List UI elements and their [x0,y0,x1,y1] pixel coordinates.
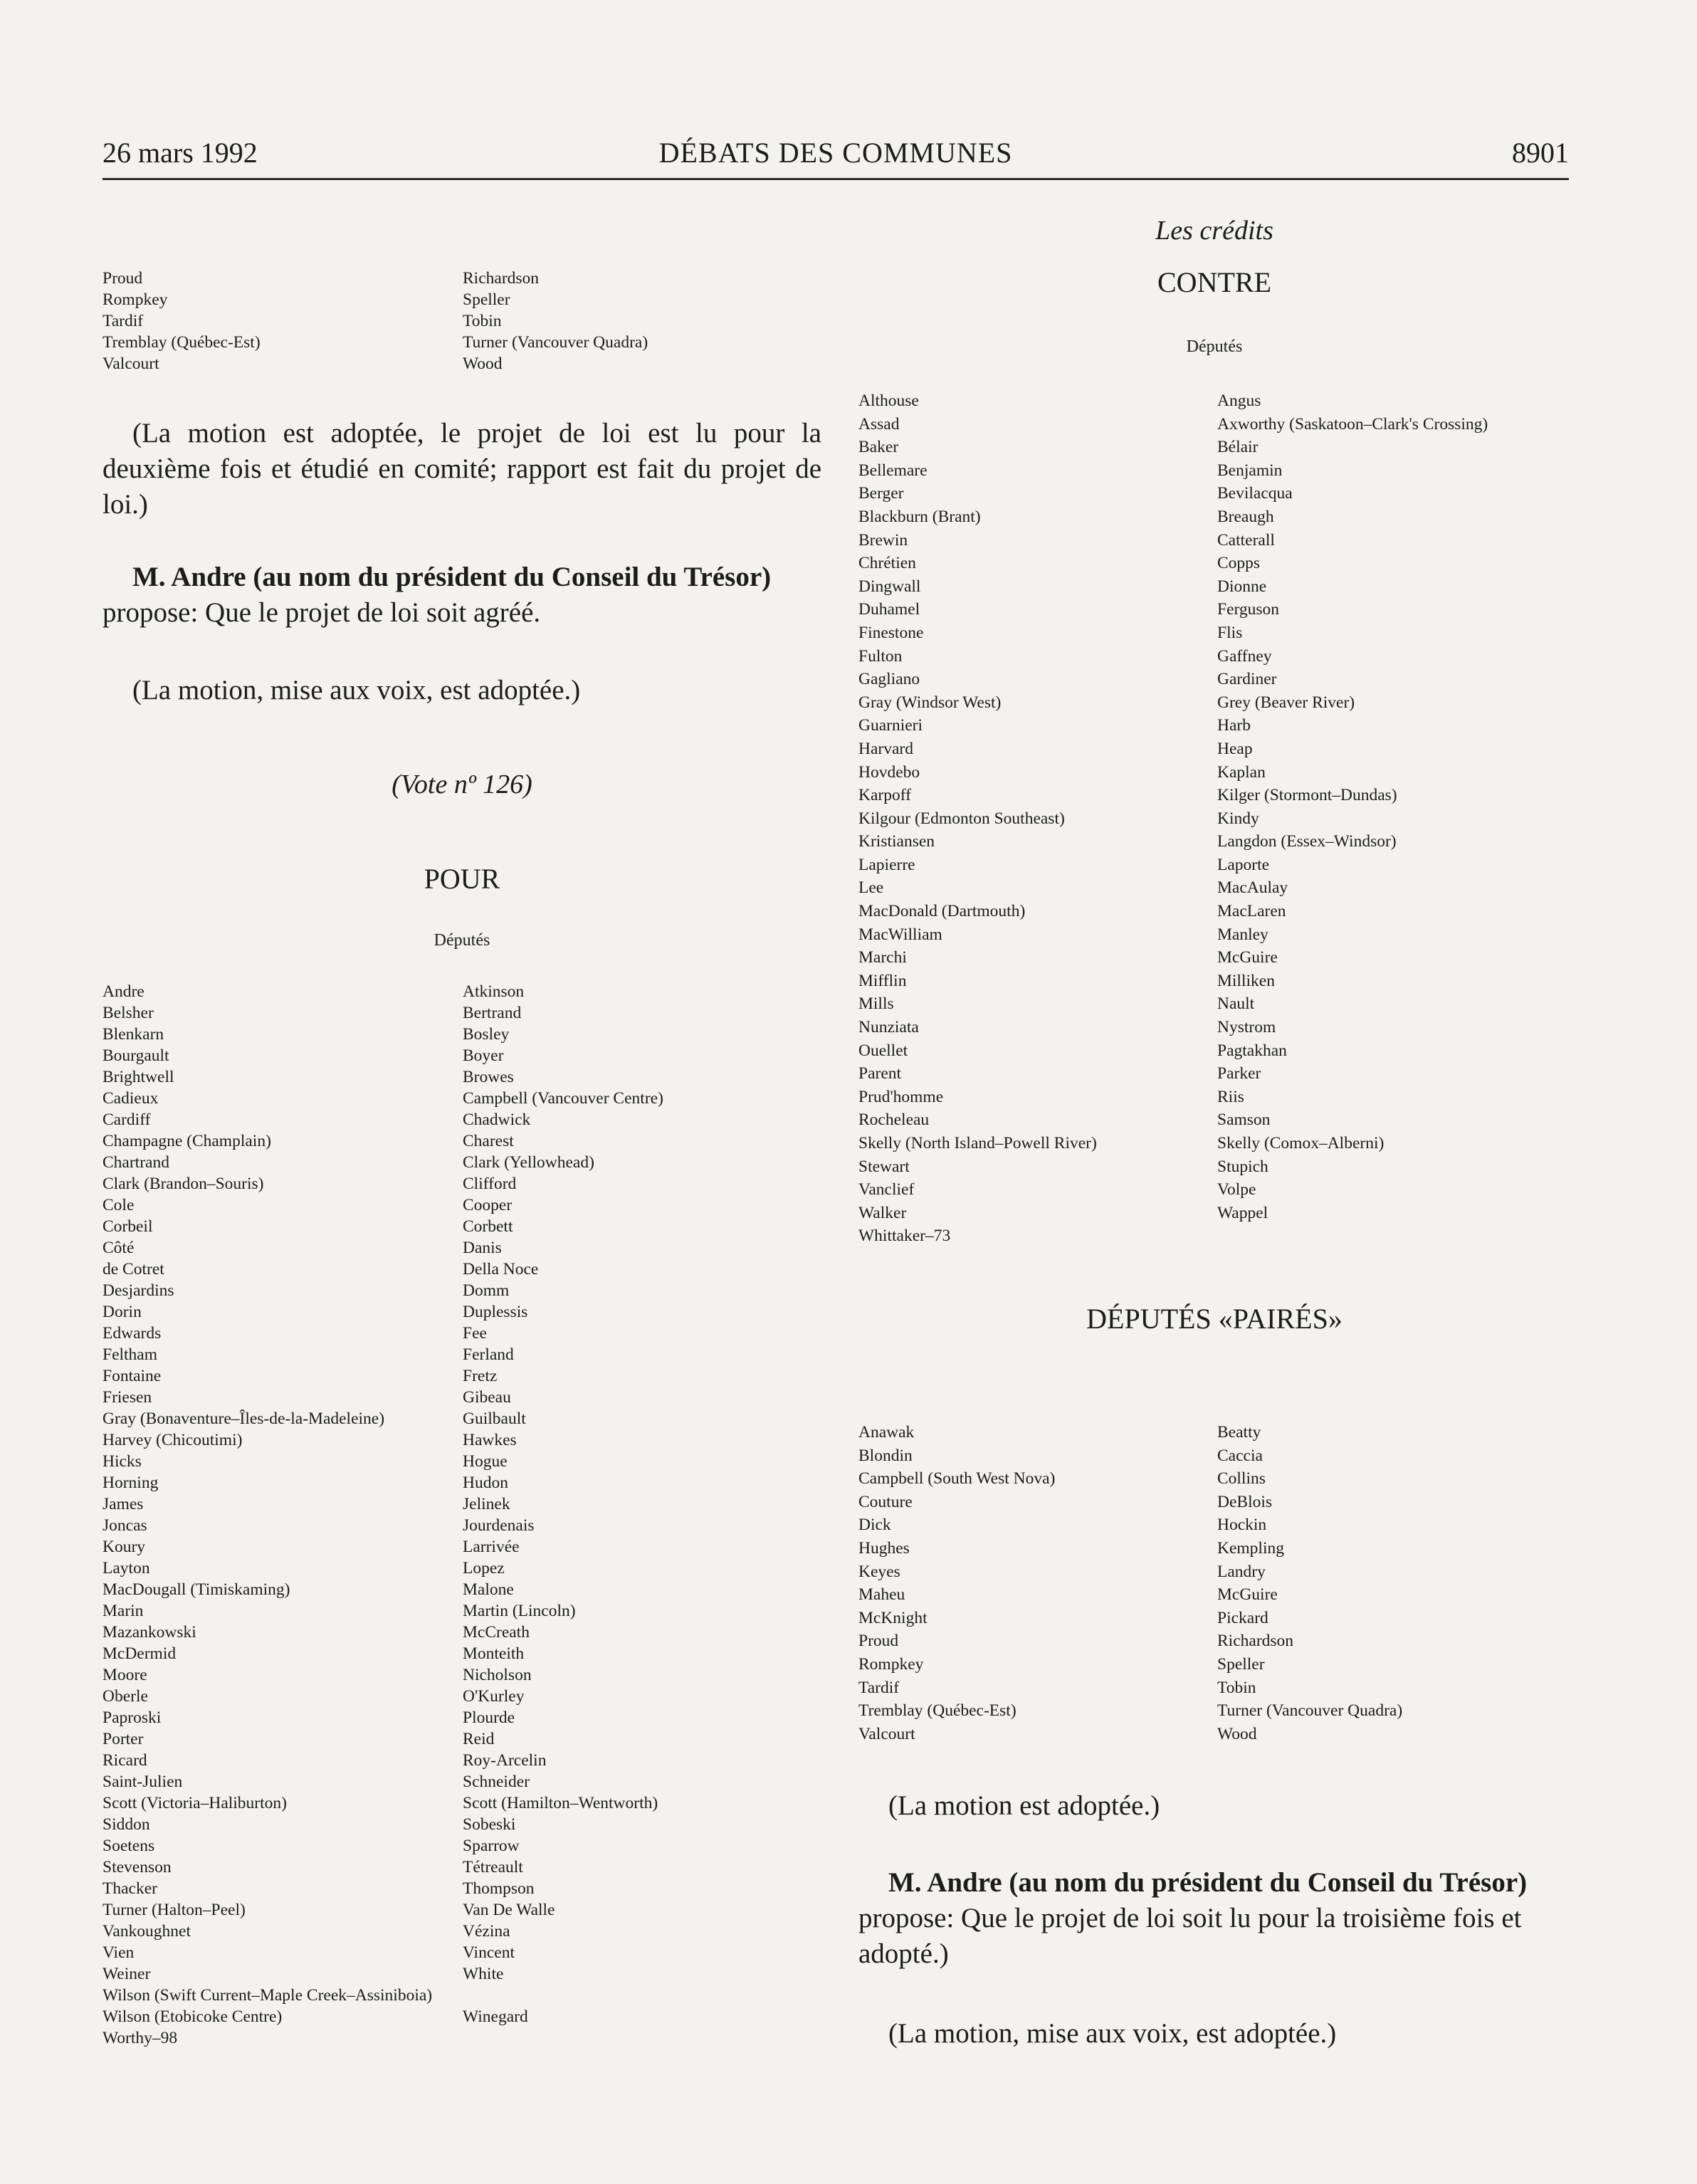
list-item: Corbeil [103,1217,153,1236]
list-item: Vézina [463,1922,510,1941]
speaker-name: M. Andre (au nom du président du Conseil du Trésor) [132,562,772,592]
list-item: Copps [1217,554,1261,573]
list-item: Wappel [1217,1203,1268,1222]
list-item: Kilgour (Edmonton Southeast) [858,809,1065,828]
list-item: Guilbault [463,1409,526,1428]
list-item: Hudon [463,1474,508,1492]
list-item: Valcourt [103,355,159,373]
list-item: Gardiner [1217,670,1277,689]
list-item: Samson [1217,1111,1271,1130]
list-item: Wilson (Etobicoke Centre) [103,2007,283,2026]
list-item: Pickard [1217,1608,1268,1627]
list-item: Cadieux [103,1089,159,1108]
list-item: Ouellet [858,1041,908,1060]
list-item: Dingwall [858,577,921,596]
header-page-number: 8901 [1512,137,1569,169]
list-item: Wilson (Swift Current–Maple Creek–Assiniboia) [103,1986,433,2005]
list-item: Benjamin [1217,461,1283,480]
list-item: Scott (Victoria–Haliburton) [103,1794,287,1812]
list-item: Bourgault [103,1046,169,1065]
paragraph-motion-adopted: (La motion est adoptée, le projet de loi est lu pour la deuxième fois et étudié en comité; rapport est fait du projet de loi.) [103,418,821,520]
list-item: Cole [103,1196,135,1214]
list-item: Malone [463,1580,514,1599]
list-item: Paproski [103,1708,162,1727]
list-item: Jourdenais [463,1516,535,1535]
list-item: O'Kurley [463,1687,525,1706]
list-item: Brightwell [103,1068,174,1086]
list-item: White [463,1965,504,1983]
list-item: Nystrom [1217,1018,1276,1037]
list-item: Couture [858,1492,913,1511]
list-item: Vanclief [858,1180,915,1199]
list-item: Gibeau [463,1388,511,1407]
list-item: MacLaren [1217,902,1286,921]
list-item: Blenkarn [103,1025,164,1044]
list-item: Speller [463,290,510,309]
list-item: Larrivée [463,1538,520,1556]
list-item: Layton [103,1559,150,1577]
list-item: Langdon (Essex–Windsor) [1217,832,1397,851]
list-item: Jelinek [463,1495,510,1513]
list-item: Anawak [858,1423,915,1442]
list-item: Harb [1217,716,1251,735]
paragraph-vote-result: (La motion, mise aux voix, est adoptée.) [132,675,581,705]
list-item: Tremblay (Québec-Est) [103,333,261,352]
list-item: Blondin [858,1446,913,1465]
paragraph-motion-adopted-2: (La motion est adoptée.) [888,1790,1160,1821]
list-item: Breaugh [1217,507,1274,526]
list-item: MacDougall (Timiskaming) [103,1580,290,1599]
list-item: Gagliano [858,670,920,689]
list-item: Stupich [1217,1157,1268,1176]
list-item: Guarnieri [858,716,923,735]
list-item: Collins [1217,1469,1266,1489]
list-item: Wood [463,355,503,373]
list-item: Wood [1217,1724,1257,1743]
list-item: Walker [858,1203,907,1222]
list-item: Champagne (Champlain) [103,1132,271,1150]
top-names-col2 [463,268,648,374]
list-item: Mazankowski [103,1623,196,1642]
list-item: Finestone [858,623,924,642]
list-item: DeBlois [1217,1492,1273,1511]
list-item: McCreath [463,1623,530,1642]
list-item: Riis [1217,1087,1244,1106]
list-item: Heap [1217,739,1253,758]
list-item: Chrétien [858,554,916,573]
list-item: Catterall [1217,530,1275,550]
header-date: 26 mars 1992 [103,137,258,169]
vote-label: (Vote nº 126) [392,770,532,799]
list-item: Weiner [103,1965,151,1983]
list-item: Angus [1217,392,1261,410]
page-header [103,135,1569,180]
list-item: Ferguson [1217,600,1280,619]
list-item: Vien [103,1943,135,1962]
list-item: Clark (Brandon–Souris) [103,1175,264,1193]
list-item: Tremblay (Québec-Est) [858,1701,1016,1721]
list-item: Parker [1217,1064,1261,1083]
list-item: Turner (Vancouver Quadra) [1217,1701,1403,1721]
list-item: Blackburn (Brant) [858,507,981,526]
list-item: Laporte [1217,855,1270,874]
list-item: Fulton [858,646,903,666]
list-item: Grey (Beaver River) [1217,693,1355,712]
pour-col2 [463,981,663,2027]
list-item: Roy-Arcelin [463,1751,547,1770]
list-item: Kristiansen [858,832,935,851]
list-item: Bevilacqua [1217,484,1293,503]
list-item: Beatty [1217,1423,1261,1442]
list-item: McKnight [858,1608,928,1627]
list-item: Oberle [103,1687,148,1706]
list-item: Manley [1217,925,1268,944]
list-item: Tobin [1217,1678,1256,1697]
list-item: Cardiff [103,1111,151,1129]
list-item: MacDonald (Dartmouth) [858,902,1026,921]
list-item: Desjardins [103,1281,174,1300]
paragraph-andre-proposal-2: M. Andre (au nom du président du Conseil du Trésor) propose: Que le projet de loi soit lu pour la troisième fois et adopté.) [858,1867,1528,1969]
list-item: Kaplan [1217,762,1266,782]
list-item: Reid [463,1730,495,1748]
list-item: Thompson [463,1879,535,1898]
list-item: Nault [1217,994,1255,1014]
list-item: MacWilliam [858,925,942,944]
list-item: Assad [858,414,900,434]
list-item: Rocheleau [858,1111,930,1130]
list-item: Duhamel [858,600,920,619]
list-item: Gray (Windsor West) [858,693,1002,712]
list-item: Lopez [463,1559,505,1577]
list-item: Whittaker–73 [858,1227,951,1246]
list-item: Hicks [103,1452,142,1471]
list-item: Cooper [463,1196,513,1214]
paires-col1 [858,1421,1055,1745]
list-item: James [103,1495,144,1513]
list-item: Bosley [463,1025,510,1044]
list-item: Corbett [463,1217,513,1236]
list-item: Hawkes [463,1431,517,1449]
list-item: MacAulay [1217,878,1288,898]
list-item: Moore [103,1666,147,1684]
credits-label: Les crédits [1155,216,1273,246]
list-item: Winegard [463,2007,528,2026]
list-item: Scott (Hamilton–Wentworth) [463,1794,658,1812]
list-item: Althouse [858,392,919,410]
list-item: Campbell (South West Nova) [858,1469,1056,1489]
list-item: Browes [463,1068,514,1086]
list-item: Flis [1217,623,1243,642]
list-item: Milliken [1217,971,1275,990]
list-item: Bellemare [858,461,928,480]
list-item: Côté [103,1239,135,1257]
list-item: Volpe [1217,1180,1256,1199]
list-item: Marchi [858,948,907,967]
list-item: Duplessis [463,1303,528,1321]
contre-col2 [1217,389,1488,1224]
contre-heading: CONTRE [1157,266,1271,298]
contre-deputes-label: Députés [1186,337,1243,356]
top-names-col1 [103,268,261,374]
list-item: Maheu [858,1585,905,1605]
list-item: Hockin [1217,1516,1267,1535]
list-item: Fee [463,1324,487,1343]
list-item: Richardson [1217,1632,1294,1651]
list-item: Proud [103,269,143,288]
list-item: Tardif [858,1678,900,1697]
list-item: Belsher [103,1004,154,1022]
list-item: Tobin [463,312,502,330]
paragraph-andre-proposal: M. Andre (au nom du président du Conseil du Trésor) propose: Que le projet de loi soit agréé. [103,562,772,628]
list-item: Harvey (Chicoutimi) [103,1431,243,1449]
list-item: Hogue [463,1452,508,1471]
list-item: Van De Walle [463,1901,555,1919]
list-item: Della Noce [463,1260,539,1279]
list-item: Dorin [103,1303,142,1321]
list-item: Skelly (North Island–Powell River) [858,1134,1097,1153]
list-item: Ricard [103,1751,147,1770]
list-item: Hovdebo [858,762,920,782]
list-item: Harvard [858,739,913,758]
list-item: de Cotret [103,1260,164,1279]
list-item: Martin (Lincoln) [463,1602,576,1620]
list-item: Domm [463,1281,510,1300]
list-item: Boyer [463,1046,504,1065]
list-item: Marin [103,1602,144,1620]
list-item: Baker [858,438,899,457]
list-item: Horning [103,1474,159,1492]
list-item: Karpoff [858,786,911,805]
list-item: Clark (Yellowhead) [463,1153,594,1172]
list-item: Siddon [103,1815,150,1834]
list-item: Bertrand [463,1004,522,1022]
list-item: McDermid [103,1644,177,1663]
list-item: Chadwick [463,1111,531,1129]
pour-heading: POUR [424,863,500,895]
list-item: Stewart [858,1157,910,1176]
list-item: Vankoughnet [103,1922,191,1941]
list-item: Mifflin [858,971,907,990]
list-item: Sparrow [463,1837,520,1855]
list-item: Pagtakhan [1217,1041,1287,1060]
pour-col1 [103,981,432,2049]
contre-col1 [858,389,1097,1248]
list-item: Bélair [1217,438,1259,457]
list-item: Feltham [103,1345,158,1364]
list-item: Ferland [463,1345,514,1364]
list-item: Proud [858,1632,899,1651]
list-item: Berger [858,484,904,503]
list-item: Edwards [103,1324,162,1343]
list-item: McGuire [1217,1585,1278,1605]
list-item: Soetens [103,1837,155,1855]
list-item: Caccia [1217,1446,1263,1465]
list-item: Lee [858,878,884,898]
list-item: Prud'homme [858,1087,944,1106]
list-item: Tétreault [463,1858,523,1876]
paragraph-vote-result-2: (La motion, mise aux voix, est adoptée.) [888,2018,1337,2049]
list-item: Nicholson [463,1666,532,1684]
list-item: Kilger (Stormont–Dundas) [1217,786,1397,805]
list-item: Turner (Vancouver Quadra) [463,333,648,352]
list-item: Dick [858,1516,891,1535]
list-item: Nunziata [858,1018,919,1037]
list-item: Stevenson [103,1858,172,1876]
list-item: Dionne [1217,577,1267,596]
list-item: Landry [1217,1562,1266,1581]
list-item: Sobeski [463,1815,516,1834]
list-item: Hughes [858,1538,910,1558]
list-item: Joncas [103,1516,147,1535]
list-item: Campbell (Vancouver Centre) [463,1089,663,1108]
list-item: Danis [463,1239,502,1257]
list-item: Plourde [463,1708,515,1727]
pour-deputes-label: Députés [434,931,490,950]
list-item: Andre [103,982,145,1001]
list-item: Saint-Julien [103,1773,183,1791]
list-item: Parent [858,1064,902,1083]
list-item: Richardson [463,269,540,288]
list-item: Fontaine [103,1367,162,1385]
list-item: McGuire [1217,948,1278,967]
list-item: Mills [858,994,894,1014]
list-item: Gaffney [1217,646,1272,666]
list-item [463,1985,663,2006]
list-item: Thacker [103,1879,157,1898]
list-item: Clifford [463,1175,517,1193]
list-item: Axworthy (Saskatoon–Clark's Crossing) [1217,414,1488,434]
list-item: Turner (Halton–Peel) [103,1901,246,1919]
list-item: Rompkey [858,1654,924,1674]
list-item: Monteith [463,1644,525,1663]
list-item: Fretz [463,1367,498,1385]
list-item: Koury [103,1538,146,1556]
list-item: Friesen [103,1388,152,1407]
list-item: Worthy–98 [103,2029,178,2047]
list-item: Valcourt [858,1724,915,1743]
list-item: Gray (Bonaventure–Îles-de-la-Madeleine) [103,1409,385,1428]
paires-heading: DÉPUTÉS «PAIRÉS» [1086,1303,1343,1335]
list-item: Schneider [463,1773,530,1791]
header-title: DÉBATS DES COMMUNES [658,137,1013,169]
list-item: Keyes [858,1562,900,1581]
list-item: Skelly (Comox–Alberni) [1217,1134,1385,1153]
list-item: Atkinson [463,982,525,1001]
list-item: Speller [1217,1654,1265,1674]
list-item: Rompkey [103,290,168,309]
list-item: Charest [463,1132,514,1150]
list-item: Kempling [1217,1538,1284,1558]
list-item: Lapierre [858,855,915,874]
list-item: Brewin [858,530,908,550]
speaker-name-2: M. Andre (au nom du président du Conseil du Trésor) [888,1867,1528,1898]
list-item: Chartrand [103,1153,169,1172]
list-item: Vincent [463,1943,515,1962]
paires-col2 [1217,1421,1402,1745]
list-item: Tardif [103,312,144,330]
list-item: Porter [103,1730,144,1748]
list-item: Kindy [1217,809,1259,828]
